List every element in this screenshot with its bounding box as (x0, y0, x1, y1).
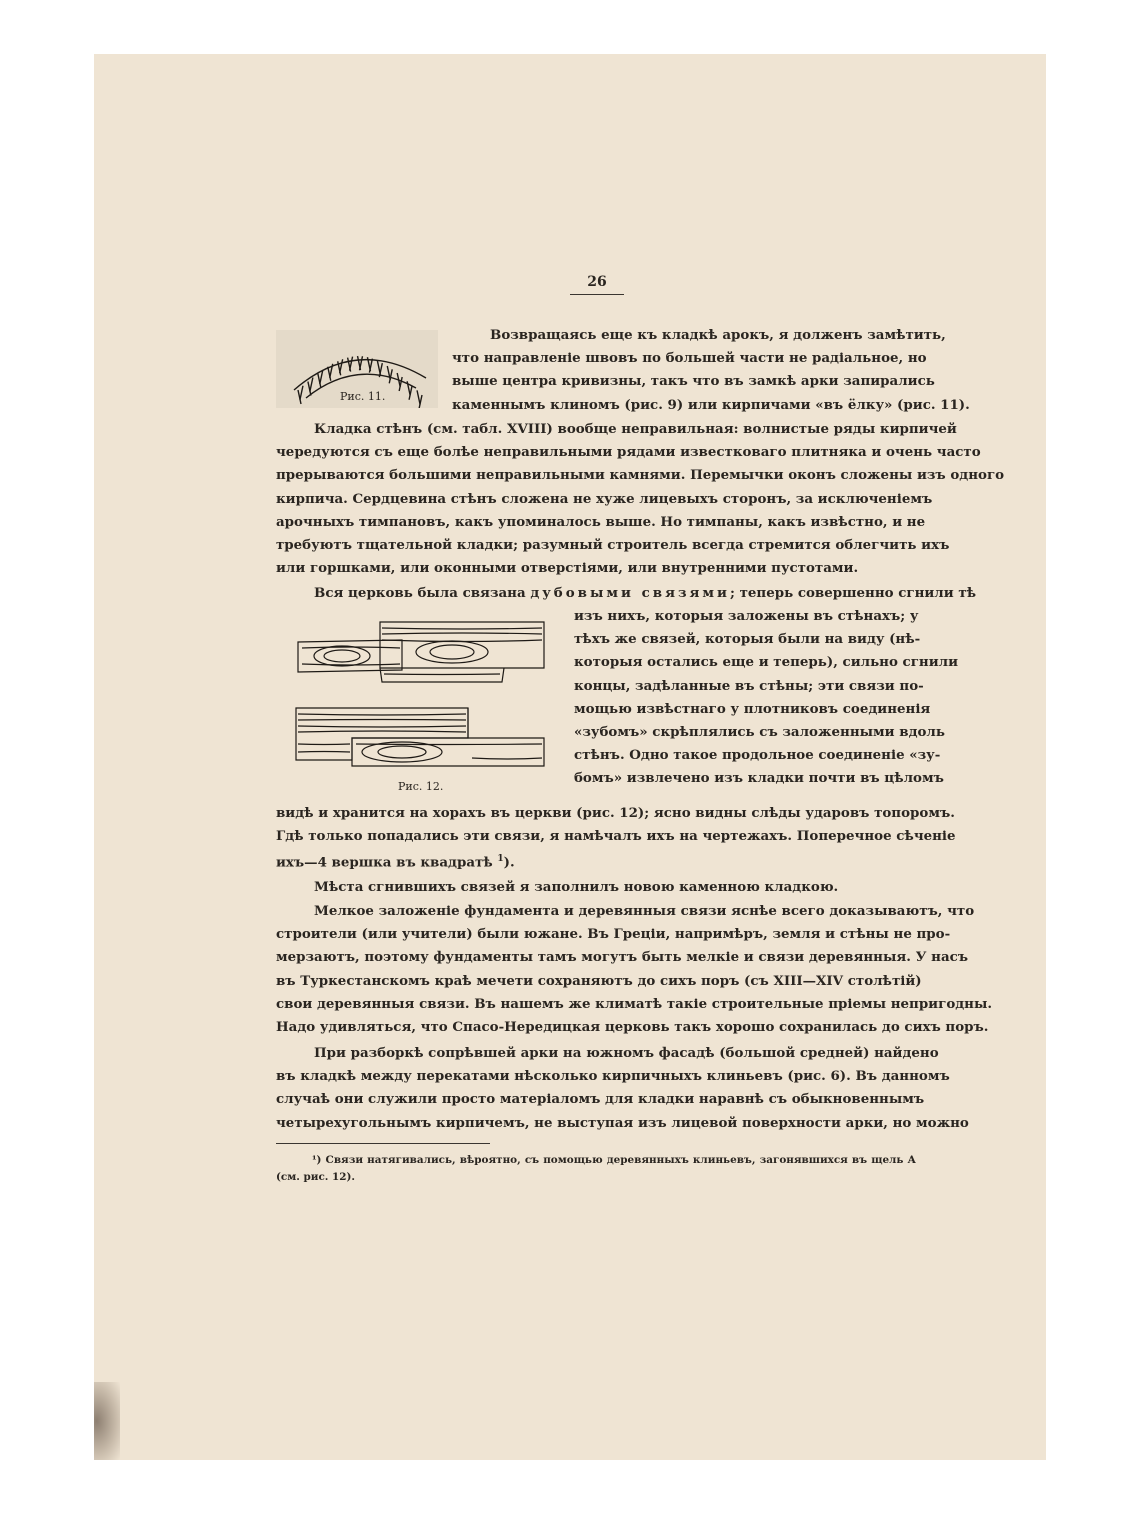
text-line: свои деревянныя связи. Въ нашемъ же климатѣ такіе строительные пріемы непригодны. (276, 995, 993, 1012)
text-line: строители (или учители) были южане. Въ Греціи, напримѣръ, земля и стѣны не про- (276, 926, 951, 943)
text-line (276, 848, 916, 875)
text-line: мощью извѣстнаго у плотниковъ соединенія (574, 700, 931, 717)
arch-brick-stroke (359, 356, 362, 370)
paragraph-replaced-ties (276, 876, 916, 899)
page-number: 26 (570, 274, 624, 295)
text-line: Возвращаясь еще къ кладкѣ арокъ, я долженъ замѣтить, (490, 327, 946, 343)
text-line: При разборкѣ сопрѣвшей арки на южномъ фасадѣ (большой средней) найдено (314, 1045, 939, 1061)
figure-12-timber-joints-drawing (282, 612, 550, 796)
text-line: «зубомъ» скрѣплялись съ заложенными вдоль (574, 724, 945, 741)
text-line: кирпича. Сердцевина стѣнъ сложена не хуже лицевыхъ сторонъ, за исключеніемъ (276, 490, 933, 507)
paragraph-oak-ties (276, 582, 977, 605)
paragraph-oak-ties-continued (276, 802, 956, 875)
text-fragment: ихъ—4 вершка въ квадратѣ (276, 854, 493, 871)
wood-grain-stroke (302, 647, 400, 648)
text-line (276, 582, 977, 605)
wood-grain-stroke (384, 674, 500, 675)
wood-grain-stroke (298, 726, 466, 727)
text-line: или горшками, или оконными отверстіями, или внутренними пустотами. (276, 560, 859, 577)
text-line: выше центра кривизны, такъ что въ замкѣ арки запирались (452, 373, 935, 390)
figure-12 (282, 612, 550, 796)
text-line: стѣнъ. Одно такое продольное соединеніе «зу- (574, 747, 941, 764)
wood-grain-stroke (472, 758, 542, 759)
wood-grain-stroke (382, 633, 542, 634)
text-line: четырехугольнымъ кирпичемъ, не выступая изъ лицевой поверхности арки, но можно (276, 1114, 969, 1131)
wood-grain-stroke (298, 744, 350, 745)
text-line: Мѣста сгнившихъ связей я заполнилъ новою каменною кладкою. (314, 879, 839, 895)
arch-brick-stroke (310, 377, 313, 391)
footnote-line: ¹) Связи натягивались, вѣроятно, съ помощью деревянныхъ клиньевъ, загонявшихся въ щель А (312, 1154, 916, 1166)
text-line: прерываются большими неправильными камнями. Перемычки оконъ сложены изъ одного (276, 467, 1005, 484)
text-fragment: ). (503, 854, 515, 871)
text-line: Кладка стѣнъ (см. табл. XVIII) вообще неправильная: волнистые ряды кирпичей (314, 421, 957, 437)
paragraph-southern-builders (276, 900, 993, 1039)
paragraph-arches (452, 324, 970, 417)
text-line: что направленіе швовъ по большей части не радіальное, но (452, 350, 927, 367)
text-line: бомъ» извлечено изъ кладки почти въ цѣломъ (574, 770, 944, 787)
text-line: концы, задѣланные въ стѣны; эти связи по- (574, 677, 924, 694)
figure-12-caption: Рис. 12. (398, 780, 444, 793)
wood-grain-stroke (382, 628, 542, 629)
text-emphasis: дубовыми связями (530, 585, 730, 601)
arch-brick-stroke (350, 357, 353, 371)
text-line: мерзаютъ, поэтому фундаменты тамъ могутъ быть мелкіе и связи деревянныя. У насъ (276, 949, 969, 966)
figure-11-caption: Рис. 11. (340, 390, 386, 403)
text-line: изъ нихъ, которыя заложены въ стѣнахъ; у (574, 608, 919, 624)
text-line: требуютъ тщательной кладки; разумный строитель всегда стремится облегчить ихъ (276, 537, 950, 554)
page-edge-shadow (94, 1382, 120, 1460)
text-line: случаѣ они служили просто матеріаломъ для кладки наравнѣ съ обыкновеннымъ (276, 1091, 925, 1108)
paragraph-wall-masonry (276, 418, 1005, 580)
wood-grain-stroke (298, 752, 350, 753)
text-fragment: Вся церковь была связана (314, 585, 531, 601)
footnote (276, 1152, 916, 1186)
arch-brick-stroke (300, 386, 303, 400)
text-line: Мелкое заложеніе фундамента и деревянныя связи яснѣе всего доказываютъ, что (314, 903, 975, 919)
text-line: Надо удивляться, что Спасо-Нередицкая церковь такъ хорошо сохранилась до сихъ поръ. (276, 1019, 989, 1036)
text-line: въ кладкѣ между перекатами нѣсколько кирпичныхъ клиньевъ (рис. 6). Въ данномъ (276, 1068, 950, 1085)
text-line: Гдѣ только попадались эти связи, я намѣчалъ ихъ на чертежахъ. Поперечное сѣченіе (276, 828, 956, 845)
paragraph-brick-wedges (276, 1042, 969, 1135)
arch-brick-stroke (340, 359, 343, 373)
arch-brick-stroke (417, 390, 420, 404)
text-line: чередуются съ еще болѣе неправильными рядами известковаго плитняка и очень часто (276, 444, 981, 461)
wood-grain-stroke (298, 731, 466, 732)
text-line: въ Туркестанскомъ краѣ мечети сохраняютъ до сихъ поръ (съ XIII—XIV столѣтій) (276, 972, 922, 989)
footnote-marker: 1 (497, 854, 504, 865)
text-line: арочныхъ тимпановъ, какъ упоминалось выше. Но тимпаны, какъ извѣстно, и не (276, 513, 926, 530)
text-fragment: ; теперь совершенно сгнили тѣ (729, 585, 977, 601)
text-line: каменнымъ клиномъ (рис. 9) или кирпичами «въ ёлку» (рис. 11). (452, 396, 970, 413)
footnote-divider (276, 1143, 490, 1144)
text-line: видѣ и хранится на хорахъ въ церкви (рис. 12); ясно видны слѣды ударовъ топоромъ. (276, 805, 955, 821)
wood-grain-stroke (302, 664, 400, 665)
paragraph-oak-ties-column (574, 605, 959, 791)
wood-grain-stroke (298, 714, 466, 715)
text-line: тѣхъ же связей, которыя были на виду (нѣ- (574, 631, 921, 648)
text-line: которыя остались еще и теперь), сильно сгнили (574, 654, 959, 671)
footnote-line: (см. рис. 12). (276, 1171, 356, 1183)
wood-grain-stroke (298, 720, 466, 721)
wood-grain-stroke (356, 744, 542, 745)
